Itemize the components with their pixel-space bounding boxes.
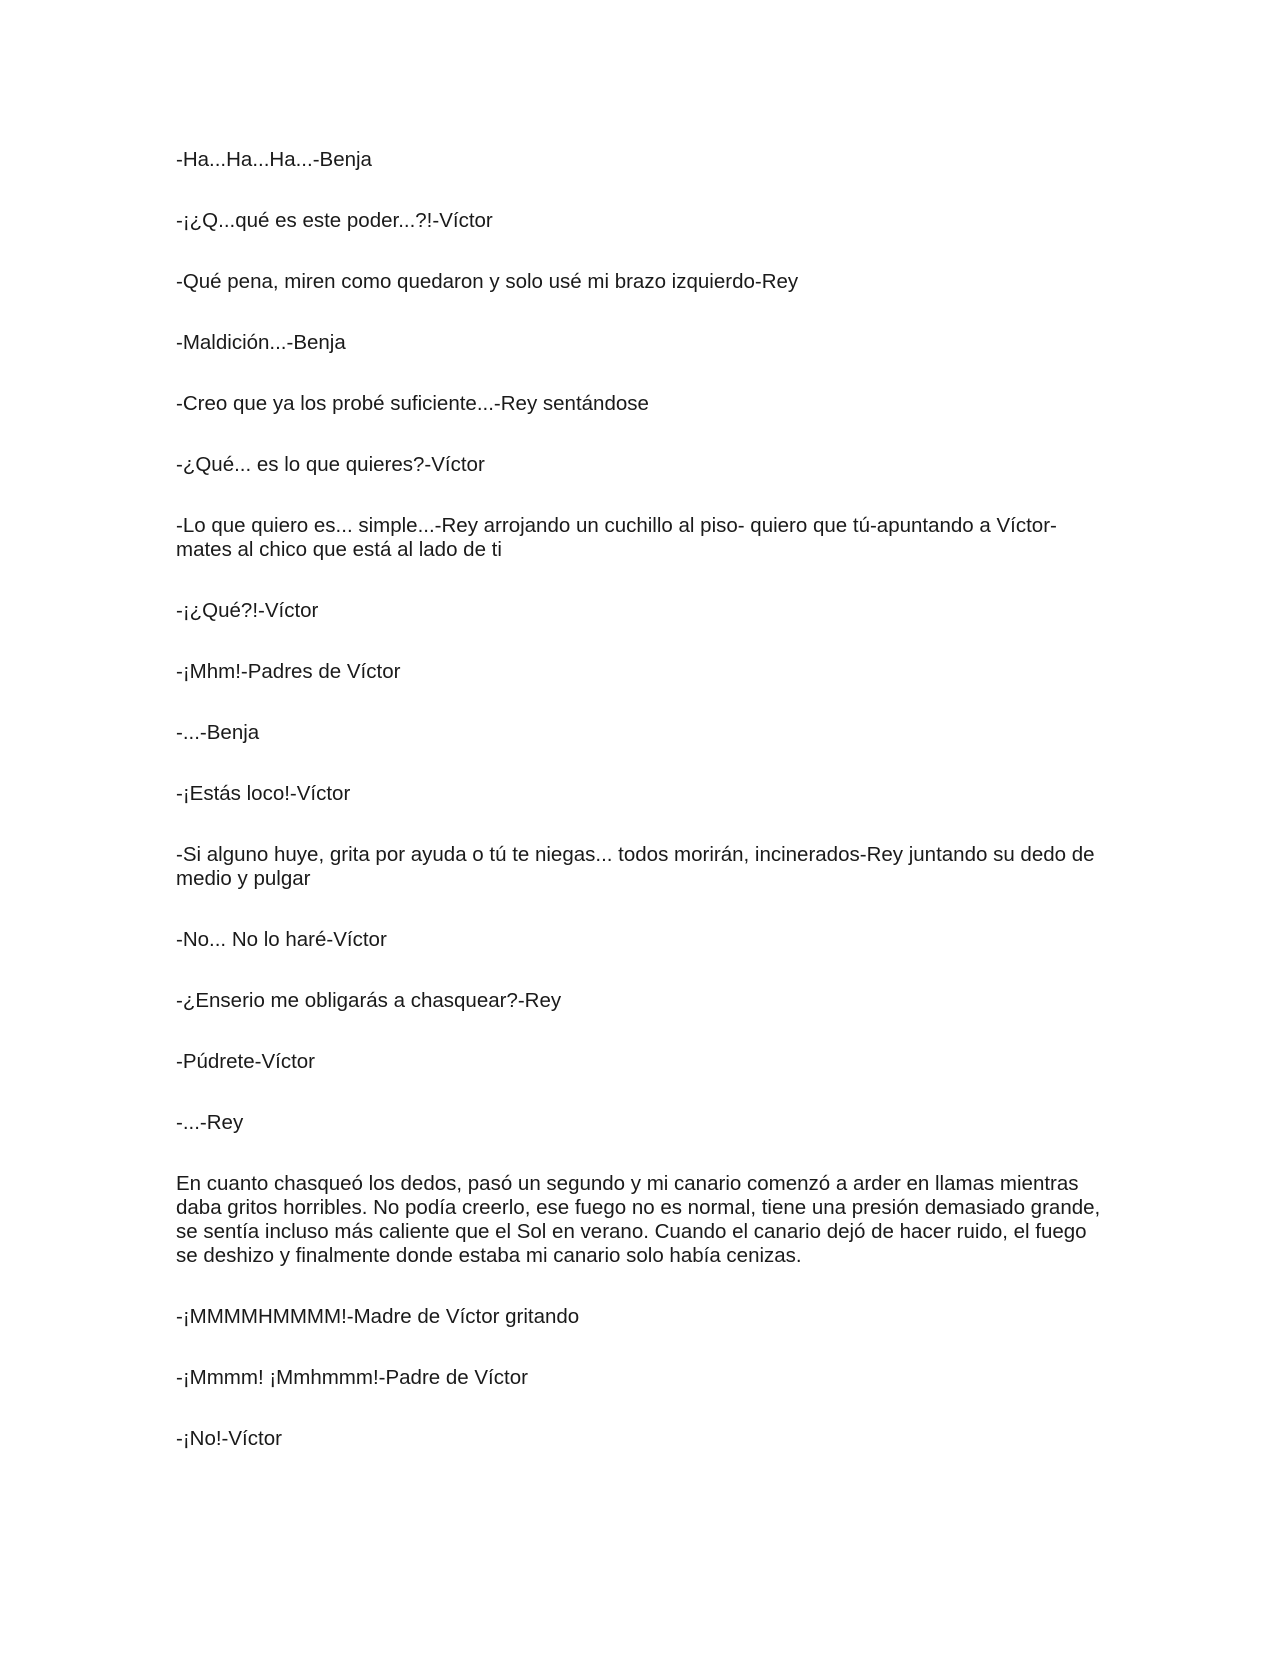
paragraph: -¿Qué... es lo que quieres?-Víctor (176, 453, 485, 476)
paragraph: -¡¿Q...qué es este poder...?!-Víctor (176, 209, 493, 232)
paragraph: -¡Mhm!-Padres de Víctor (176, 660, 401, 683)
paragraph: -Si alguno huye, grita por ayuda o tú te niegas... todos morirán, incinerados-Rey juntando su dedo de medio y pulgar (176, 843, 1095, 890)
paragraph: -Qué pena, miren como quedaron y solo usé mi brazo izquierdo-Rey (176, 270, 799, 293)
paragraph: -No... No lo haré-Víctor (176, 928, 387, 951)
paragraph: -¿Enserio me obligarás a chasquear?-Rey (176, 989, 562, 1012)
paragraph: -¡¿Qué?!-Víctor (176, 599, 319, 622)
paragraph: -¡Mmmm! ¡Mmhmmm!-Padre de Víctor (176, 1366, 528, 1389)
paragraph: -¡No!-Víctor (176, 1427, 282, 1450)
paragraph: -...-Rey (176, 1111, 244, 1134)
paragraph: En cuanto chasqueó los dedos, pasó un segundo y mi canario comenzó a arder en llamas mientras daba gritos horribles. No podía creerlo, ese fuego no es normal, tiene una presión demasiado grande, se sentía incluso más caliente que el Sol en verano. Cuando el canario dejó de hacer ruido, el fuego se deshizo y finalmente donde estaba mi canario solo había cenizas. (176, 1172, 1101, 1267)
document-body (176, 148, 1106, 1488)
paragraph: -...-Benja (176, 721, 260, 744)
paragraph: -Púdrete-Víctor (176, 1050, 315, 1073)
paragraph: -¡Estás loco!-Víctor (176, 782, 351, 805)
paragraph: -Creo que ya los probé suficiente...-Rey sentándose (176, 392, 649, 415)
paragraph: -Maldición...-Benja (176, 331, 346, 354)
paragraph: -Ha...Ha...Ha...-Benja (176, 148, 372, 171)
paragraph: -Lo que quiero es... simple...-Rey arrojando un cuchillo al piso- quiero que tú-apuntando a Víctor-mates al chico que está al lado de ti (176, 514, 1057, 561)
paragraph: -¡MMMMHMMMM!-Madre de Víctor gritando (176, 1305, 580, 1328)
